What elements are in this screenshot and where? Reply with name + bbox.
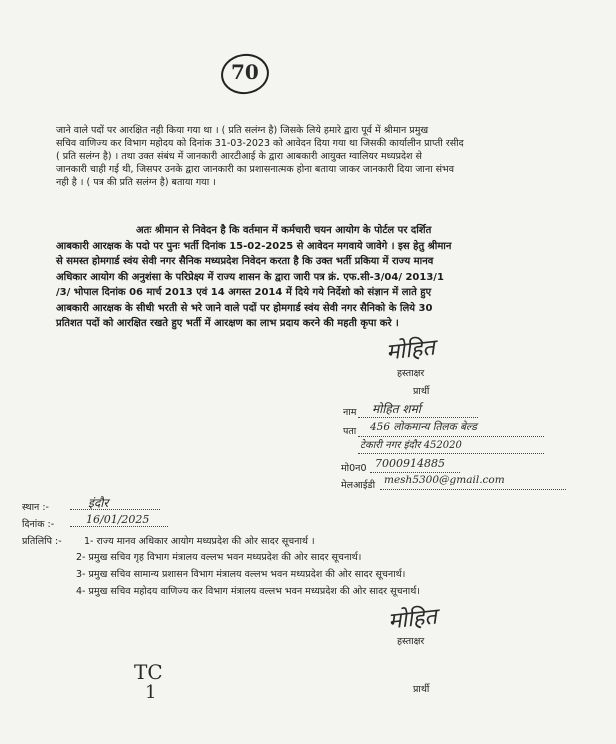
name-underline bbox=[358, 417, 478, 418]
margin-note: TC bbox=[134, 660, 163, 684]
copy-item: 2- प्रमुख सचिव गृह विभाग मंत्रालय वल्लभ भवन मध्यप्रदेश की ओर सादर सूचनार्थ। bbox=[76, 552, 362, 563]
address-value: 456 लोकमान्य तिलक बेल्ड bbox=[370, 421, 477, 433]
paragraph-line: अधिकार आयोग की अनुशंसा के परिप्रेक्ष्य में राज्य शासन के द्वारा जारी पत्र क्रं. एफ.सी-3/04/ 2013/1 bbox=[56, 271, 444, 283]
paragraph-2 bbox=[56, 223, 451, 332]
name-label: नाम bbox=[343, 407, 357, 418]
address-label: पता bbox=[343, 426, 357, 437]
paragraph-line: आबकारी आरक्षक के पदो पर पुनः भर्ती दिनांक 15-02-2025 से आवेदन मगवाये जावेगे । इस हेतु श्रीमान bbox=[56, 240, 452, 252]
paragraph-line: /3/ भोपाल दिनांक 06 मार्च 2013 एवं 14 अगस्त 2014 में दिये गये निर्देशो को संज्ञान में लाते हुए bbox=[56, 287, 432, 298]
margin-note-2: 1 bbox=[145, 682, 157, 703]
mobile-underline bbox=[370, 472, 460, 473]
applicant-label: प्रार्थी bbox=[413, 386, 430, 397]
paragraph-line: आबकारी आरक्षक के सीधी भरती से भरे जाने वाले पदों पर होमगार्ड स्वंय सेवी नगर सैनिको के लिये 30 bbox=[56, 302, 433, 314]
signature-2 bbox=[388, 603, 437, 633]
address-underline-2 bbox=[358, 453, 544, 454]
signature-label: हस्ताक्षर bbox=[397, 636, 425, 647]
signature-label: हस्ताक्षर bbox=[397, 368, 425, 379]
paragraph-line: ( प्रति सलंग्न है) । तथा उक्त संबंध में जानकारी आरटीआई के द्वारा आबकारी आयुक्त ग्वालियर मध्यप्रदेश से bbox=[56, 151, 422, 162]
paragraph-line: सचिव वाणिज्य कर विभाग महोदय को दिनांक 31-03-2023 को आवेदन दिया गया था जिसकी कार्यालीन प्राप्ती रसीद bbox=[56, 138, 464, 149]
address-value-2: टेकारी नगर इंदौर 452020 bbox=[360, 440, 462, 451]
date-underline bbox=[70, 526, 168, 527]
applicant-label-bottom: प्रार्थी bbox=[413, 684, 430, 695]
mobile-label: मो0न0 bbox=[341, 463, 367, 474]
date-value: 16/01/2025 bbox=[86, 513, 150, 526]
paragraph-line: जाने वाले पदों पर आरक्षित नही किया गया था । ( प्रति सलंग्न है) जिसके लिये हमारे द्वारा पूर्व में श्रीमान प्रमुख bbox=[56, 125, 429, 136]
signature-1 bbox=[386, 334, 435, 364]
name-value: मोहित शर्मा bbox=[372, 402, 421, 416]
place-underline bbox=[70, 509, 160, 510]
paragraph-1 bbox=[56, 124, 464, 189]
copy-item: 1- राज्य मानव अधिकार आयोग मध्यप्रदेश की ओर सादर सूचनार्थ । bbox=[84, 536, 315, 547]
signature-scribble: मोहित bbox=[386, 604, 439, 635]
copy-label: प्रतिलिपि :- bbox=[22, 536, 62, 547]
date-label: दिनांक :- bbox=[22, 519, 55, 530]
paragraph-line: से समस्त होमगार्ड स्वंय सेवी नगर सैनिक मध्यप्रदेश निवेदन करता है कि उक्त भर्ती प्रकिया में राज्य मानव bbox=[56, 256, 434, 267]
paragraph-line: प्रतिशत पदों को आरक्षित रखते हुए भर्ती में आरक्षण का लाभ प्रदाय करने की महती कृपा करे । bbox=[56, 318, 399, 329]
email-underline bbox=[380, 489, 566, 490]
copy-item: 3- प्रमुख सचिव सामान्य प्रशासन विभाग मंत्रालय वल्लभ भवन मध्यप्रदेश की ओर सादर सूचनार्थ। bbox=[76, 569, 406, 580]
copy-item: 4- प्रमुख सचिव महोदय वाणिज्य कर विभाग मंत्रालय वल्लभ भवन मध्यप्रदेश की ओर सादर सूचनार्थ। bbox=[76, 586, 420, 597]
signature-scribble: मोहित bbox=[384, 335, 437, 366]
paragraph-line: नही है । ( पत्र की प्रति सलंग्न है) बताया गया । bbox=[56, 177, 216, 188]
page-number: 70 bbox=[231, 60, 259, 84]
email-value: mesh5300@gmail.com bbox=[384, 474, 505, 486]
paragraph-line: अतः श्रीमान से निवेदन है कि वर्तमान में कर्मचारी चयन आयोग के पोर्टल पर दर्शित bbox=[136, 225, 432, 236]
place-value: इंदौर bbox=[88, 496, 109, 510]
email-label: मेलआईडी bbox=[341, 480, 376, 491]
place-label: स्थान :- bbox=[22, 502, 49, 513]
mobile-value: 7000914885 bbox=[375, 457, 445, 470]
paragraph-line: जानकारी चाही गई थी, जिसपर उनके द्वारा जानकारी का प्रशासनात्मक होना बताया जाकर जानकारी दिया जाना संभव bbox=[56, 164, 454, 175]
